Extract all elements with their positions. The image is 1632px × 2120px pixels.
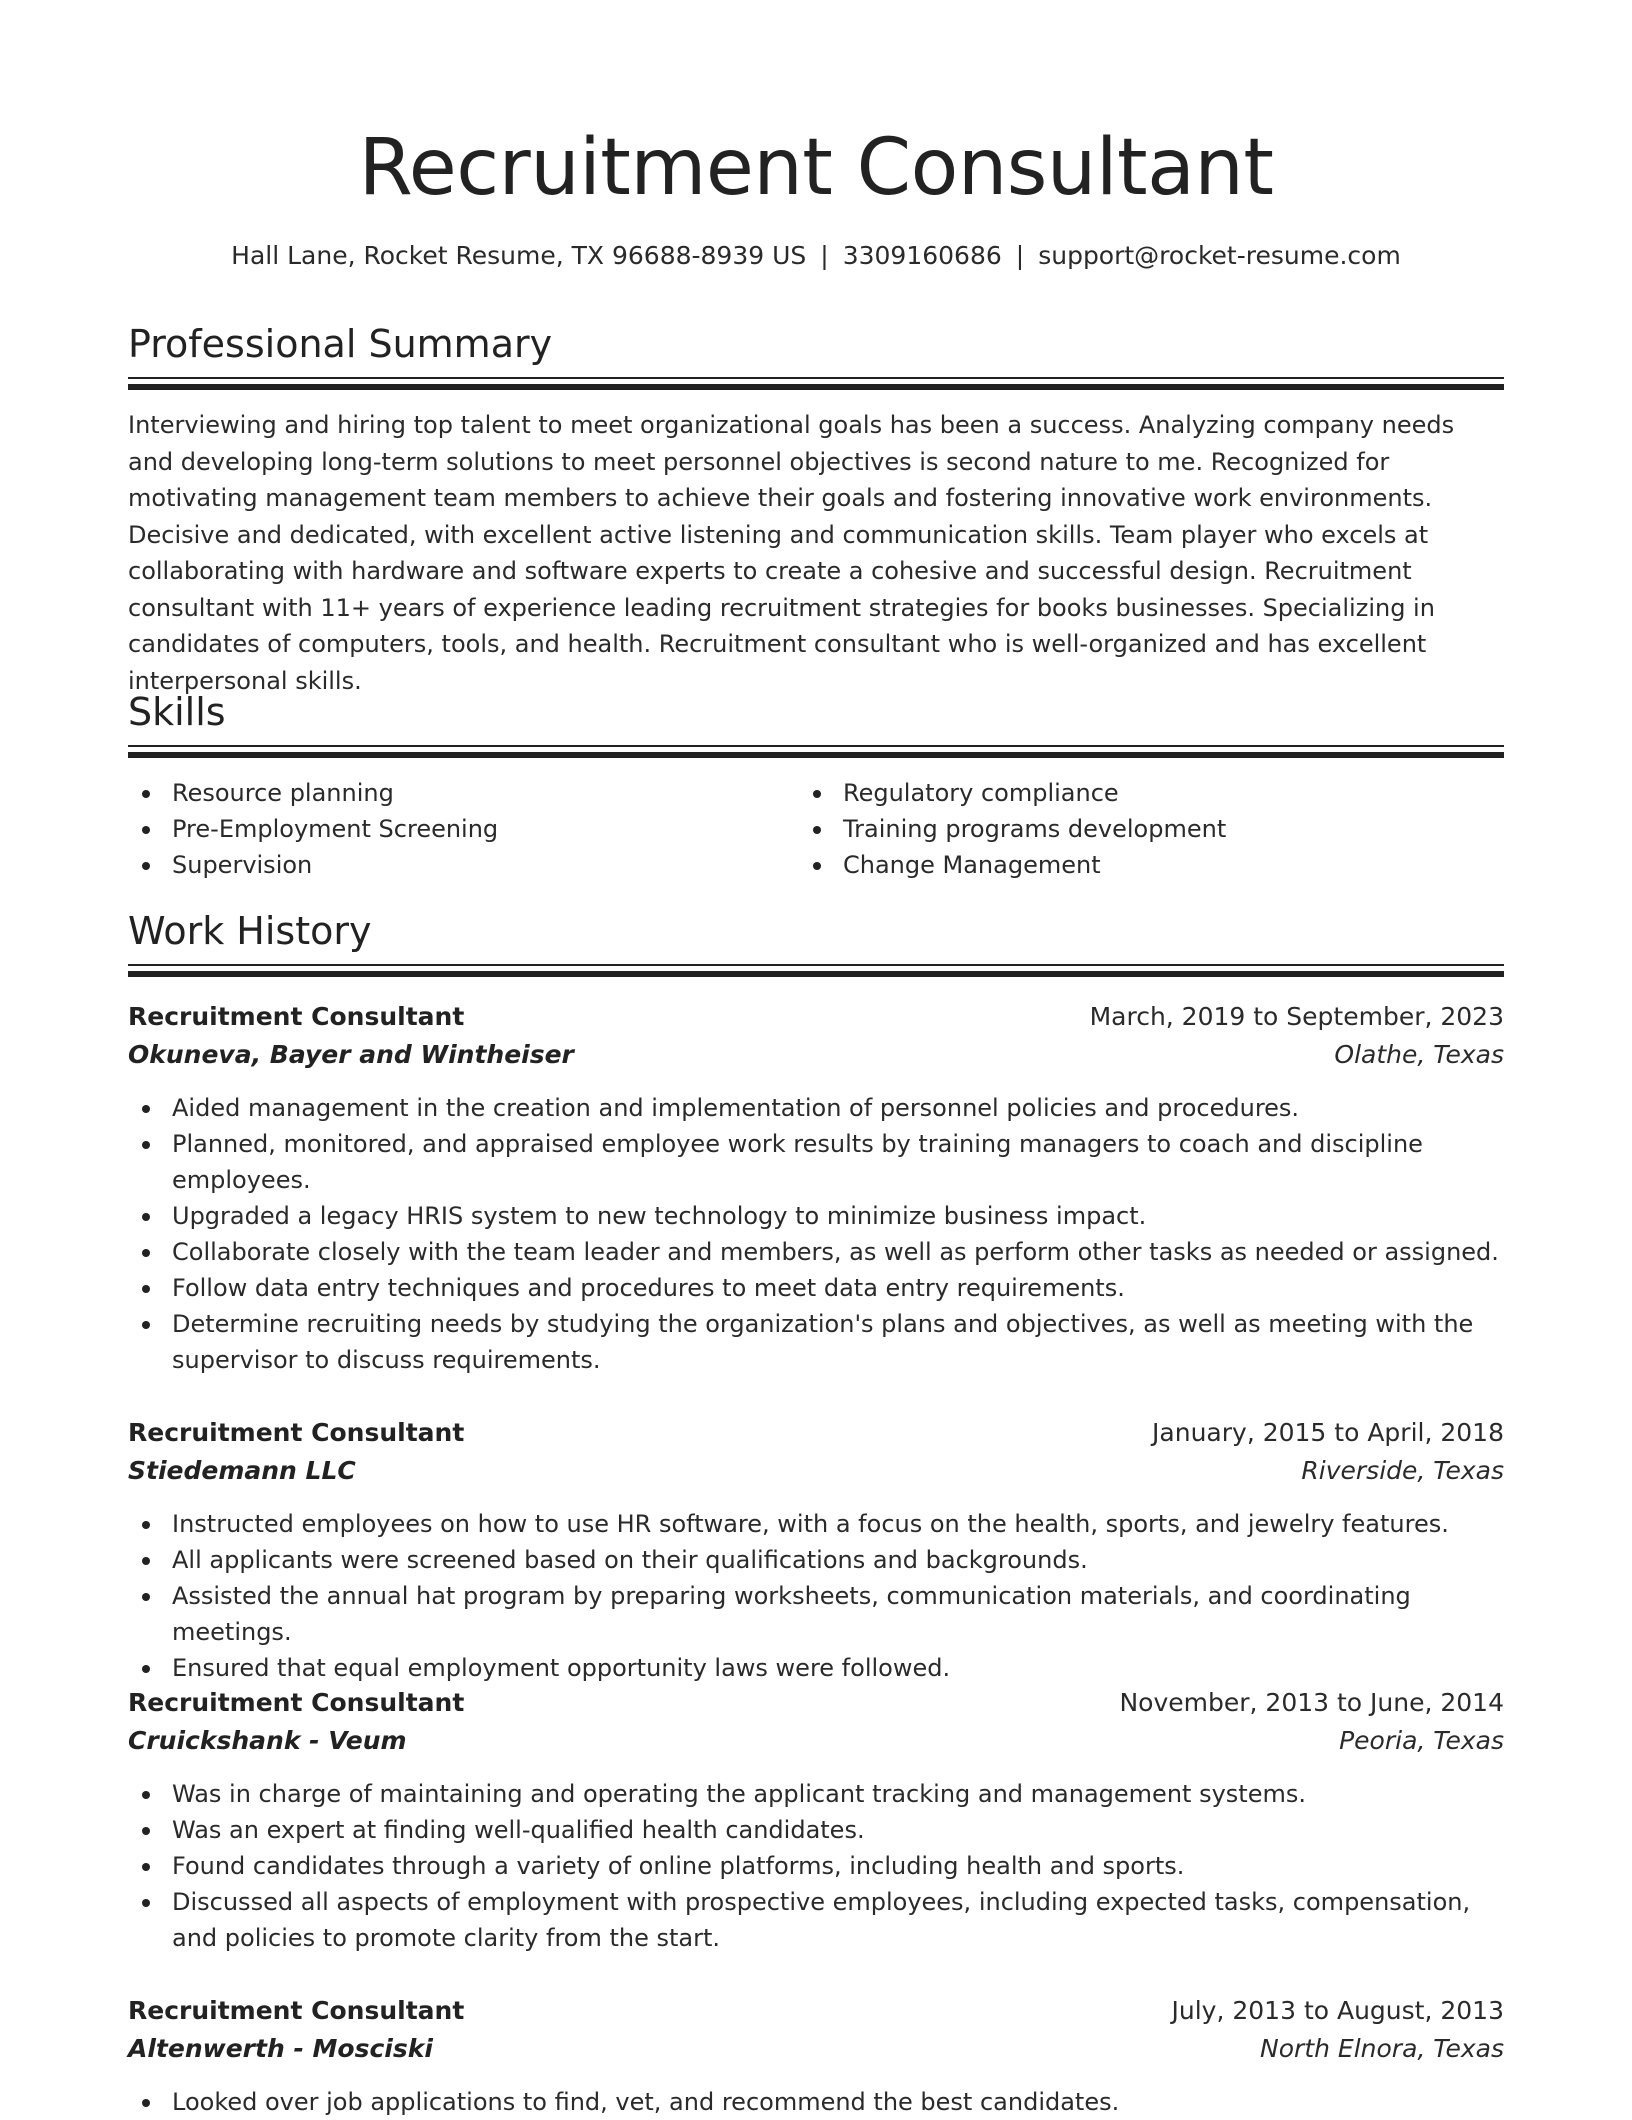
job-duties [128,1506,1504,1686]
job-entry [128,1414,1504,1686]
job-duty [128,1126,1504,1198]
skill-item [799,775,1469,811]
job-title: Recruitment Consultant [128,1996,465,2025]
job-title: Recruitment Consultant [128,1002,465,1031]
job-company: Cruickshank - Veum [128,1726,407,1755]
section-divider [128,377,1504,391]
summary-text: Interviewing and hiring top talent to meet organizational goals has been a success. Analyzing company needs and developing long-term solutions to meet personnel objectives is second nature to me. Recognized for motivating management team members to achieve their goals and fostering innovative work environments. Decisive and dedicated, with excellent active listening and communication skills. Team player who excels at collaborating with hardware and software experts to create a cohesive and successful design. Recruitment consultant with 11+ years of experience leading recruitment strategies for books businesses. Specializing in candidates of computers, tools, and health. Recruitment consultant who is well-organized and has excellent interpersonal skills. [128,411,1455,695]
job-duty [128,1812,1504,1848]
skill-item [128,811,798,847]
job-entry [128,998,1504,1378]
job-duty-text: Assisted the annual hat program by preparing worksheets, communication materials, and coordinating meetings. [172,1582,1411,1646]
job-company: Altenwerth - Mosciski [128,2034,433,2063]
job-duty [128,1578,1504,1650]
job-duty [128,2084,1504,2120]
section-divider [128,745,1504,759]
bullet-icon [142,1899,150,1907]
job-location: Olathe, Texas [1334,1040,1504,1069]
job-location: Riverside, Texas [1301,1456,1504,1485]
bullet-icon [142,1521,150,1529]
job-subheader [128,2030,1504,2068]
job-duty-text: Found candidates through a variety of online platforms, including health and sports. [172,1852,1185,1880]
bullet-icon [142,1863,150,1871]
skills-column-left [128,775,798,883]
bullet-icon [813,862,821,870]
bullet-icon [142,1665,150,1673]
job-duty [128,1090,1504,1126]
contact-separator: | [1015,241,1025,270]
job-company: Stiedemann LLC [128,1456,356,1485]
job-duty-text: Aided management in the creation and implementation of personnel policies and procedures. [172,1094,1300,1122]
job-duties [128,2084,1504,2120]
job-duty-text: Planned, monitored, and appraised employee work results by training managers to coach and discipline employees. [172,1130,1423,1194]
job-duty [128,1506,1504,1542]
job-duty-text: Looked over job applications to find, vet, and recommend the best candidates. [172,2088,1120,2116]
skill-item-text: Training programs development [843,815,1227,843]
job-dates: January, 2015 to April, 2018 [1152,1418,1504,1447]
job-duty-text: Determine recruiting needs by studying the organization's plans and objectives, as well as meeting with the supervisor to discuss requirements. [172,1310,1474,1374]
job-duty-text: Follow data entry techniques and procedures to meet data entry requirements. [172,1274,1125,1302]
skill-item [128,775,798,811]
job-subheader [128,1452,1504,1490]
job-duty-text: Collaborate closely with the team leader and members, as well as perform other tasks as needed or assigned. [172,1238,1499,1266]
job-location: North Elnora, Texas [1260,2034,1504,2063]
skill-item-text: Supervision [172,851,313,879]
bullet-icon [142,826,150,834]
job-header [128,998,1504,1036]
bullet-icon [813,790,821,798]
bullet-icon [142,1249,150,1257]
bullet-icon [142,1105,150,1113]
job-dates: July, 2013 to August, 2013 [1171,1996,1504,2025]
job-duty-text: Ensured that equal employment opportunity laws were followed. [172,1654,951,1682]
job-duty [128,1306,1504,1378]
bullet-icon [142,1141,150,1149]
job-duty-text: All applicants were screened based on their qualifications and backgrounds. [172,1546,1088,1574]
bullet-icon [142,2099,150,2107]
job-location: Peoria, Texas [1339,1726,1504,1755]
job-duty [128,1848,1504,1884]
contact-phone: 3309160686 [842,241,1002,270]
skill-item-text: Resource planning [172,779,394,807]
bullet-icon [142,1827,150,1835]
bullet-icon [142,1213,150,1221]
job-duty [128,1884,1504,1956]
bullet-icon [142,1321,150,1329]
job-duty [128,1270,1504,1306]
job-duties [128,1090,1504,1378]
skill-item-text: Pre-Employment Screening [172,815,499,843]
job-title: Recruitment Consultant [128,1688,465,1717]
job-header [128,1414,1504,1452]
skills-column-right [799,775,1469,883]
skill-item-text: Change Management [843,851,1101,879]
bullet-icon [142,862,150,870]
job-entry [128,1992,1504,2120]
job-subheader [128,1722,1504,1760]
job-duty [128,1776,1504,1812]
job-duty [128,1650,1504,1686]
job-duty-text: Discussed all aspects of employment with prospective employees, including expected tasks, compensation, and policies to promote clarity from the start. [172,1888,1471,1952]
bullet-icon [142,1791,150,1799]
contact-separator: | [820,241,829,270]
job-duty-text: Instructed employees on how to use HR software, with a focus on the health, sports, and jewelry features. [172,1510,1449,1538]
job-duty-text: Was in charge of maintaining and operating the applicant tracking and management systems. [172,1780,1306,1808]
contact-email: support@rocket-resume.com [1038,241,1401,270]
bullet-icon [142,790,150,798]
section-title-skills: Skills [128,690,226,734]
section-title-summary: Professional Summary [128,322,553,366]
job-entry [128,1684,1504,1956]
job-duty-text: Upgraded a legacy HRIS system to new technology to minimize business impact. [172,1202,1147,1230]
section-title-work-history: Work History [128,909,372,953]
job-duty [128,1234,1504,1270]
job-header [128,1684,1504,1722]
section-divider [128,964,1504,978]
contact-address: Hall Lane, Rocket Resume, TX 96688-8939 US [231,241,807,270]
job-dates: March, 2019 to September, 2023 [1089,1002,1504,1031]
bullet-icon [142,1593,150,1601]
bullet-icon [813,826,821,834]
job-dates: November, 2013 to June, 2014 [1119,1688,1504,1717]
job-header [128,1992,1504,2030]
job-duties [128,1776,1504,1956]
bullet-icon [142,1557,150,1565]
contact-line [128,238,1504,274]
job-duty [128,1198,1504,1234]
job-company: Okuneva, Bayer and Wintheiser [128,1040,574,1069]
skill-item [799,847,1469,883]
skill-item-text: Regulatory compliance [843,779,1119,807]
skill-item [799,811,1469,847]
bullet-icon [142,1285,150,1293]
job-duty [128,1542,1504,1578]
candidate-name: Recruitment Consultant [358,123,1274,213]
job-title: Recruitment Consultant [128,1418,465,1447]
job-subheader [128,1036,1504,1074]
skill-item [128,847,798,883]
job-duty-text: Was an expert at finding well-qualified health candidates. [172,1816,865,1844]
